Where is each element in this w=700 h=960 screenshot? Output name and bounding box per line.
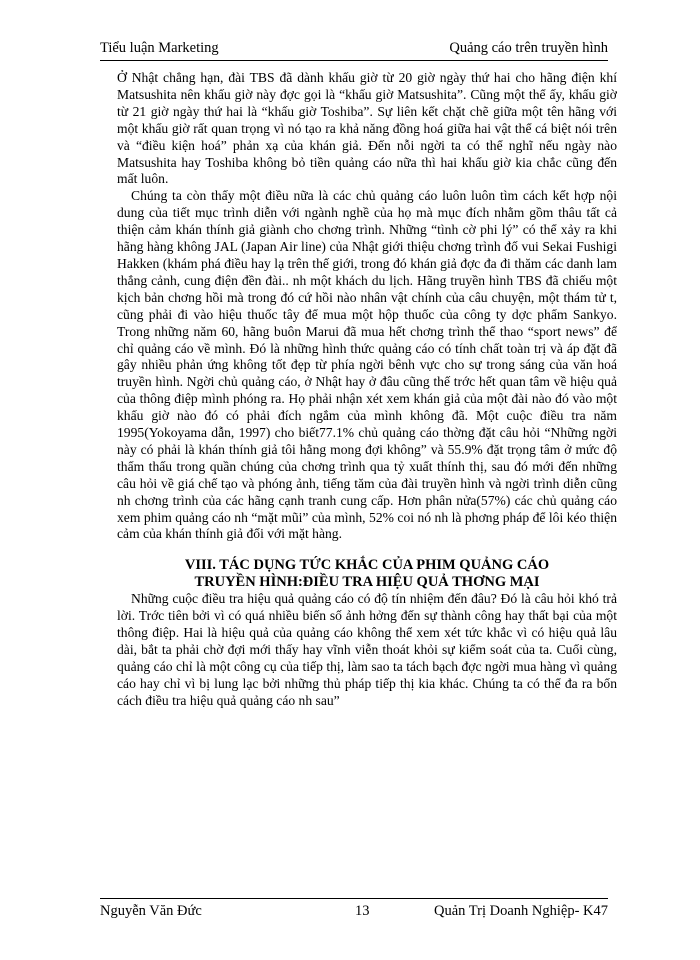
section-heading (117, 557, 617, 591)
paragraph-2: Chúng ta còn thấy một điều nữa là các chủ quảng cáo luôn luôn tìm cách kết hợp nội dung của tiết mục trình diễn với ngành nghề của họ mà mục đích nhằm gồm thâu tất cả thiện cảm khán thính giả giành cho chơng trình. Những “tình cờ phi lý” có thể xảy ra khi hãng hàng không JAL (Japan Air line) của Nhật giới thiệu chơng trình đố vui Sekai Fushigi Hakken (khám phá điều hay lạ trên thế giới, trong đó khán giả đợc đa đi thăm các danh lam thắng cảnh, cung điện đền đài.. nh một khách du lịch. Hãng truyền hình TBS đã chiếu một kịch bản chơng hồi mà trong đó cứ hồi nào nhân vật chính của câu chuyện, một thám tử t, cũng phải đi vào hiệu thuốc tây để mua một hộp thuốc của công ty dợc phẩm Sankyo. Trong những năm 60, hãng buôn Marui đã mua hết chơng trình thể thao “sport news” để chỉ quảng cáo về mình. Đó là những hình thức quảng cáo có tính chất toàn trị và áp đặt đã gây nhiều phản ứng không tốt đẹp từ phía ngời bênh vực cho sự trong sáng của văn hoá truyền hình. Ngời chủ quảng cáo, ở Nhật hay ở đâu cũng thế trớc hết quan tâm về hiệu quả của thông điệp mình phóng ra. Họ phải nhận xét xem khán giả của một đài nào đó vào một khấu giờ nào đó có phải đích ngắm của mình không đã. Một cuộc điều tra năm 1995(Yokoyama dẫn, 1997) cho biết77.1% chủ quảng cáo thờng đặt câu hỏi “Những ngời này có phải là khán thính giả tôi hằng mong đợi không” và 55.9% đặt trọng tâm ở mức độ thẩm thấu trong quần chúng của chơng trình qua tỷ xuất thính thị, sau đó mới đến những câu hỏi về giá chế tạo và phóng ảnh, tiếng tăm của đài truyền hình và ngời trình diễn cũng nh chơng trình của các hãng cạnh tranh cung cấp. Hơn phân nửa(57%) các chủ quảng cáo xem phim quảng cáo nh “mặt mũi” của mình, 52% coi nó nh là phơng pháp để lôi kéo thiện cảm của khán thính giả đối với mặt hàng. (117, 188, 617, 542)
page-number: 13 (355, 903, 370, 919)
page-header (100, 40, 608, 61)
section-heading-line-2: TRUYỀN HÌNH:ĐIỀU TRA HIỆU QUẢ THƠNG MẠI (194, 574, 540, 591)
footer-class: Quản Trị Doanh Nghiệp- K47 (434, 903, 608, 919)
document-body (117, 70, 617, 710)
page-footer (100, 898, 608, 921)
paragraph-3: Những cuộc điều tra hiệu quả quảng cáo có độ tín nhiệm đến đâu? Đó là câu hỏi khó trả lời. Trớc tiên bởi vì có quá nhiều biến số ảnh hởng đến sự thành công hay thất bại của một thông điệp. Hai là hiệu quả của quảng cáo không thể xem xét tức khắc vì có hiệu quả lâu dài, bắt ta phải chờ đợi mới thấy hay vĩnh viễn thoát khỏi sự kiểm soát của ta. Cuối cùng, quảng cáo chỉ là một công cụ của tiếp thị, làm sao ta tách bạch đợc ngời mua hàng vì quảng cáo hay chỉ vì bị lung lạc bởi những thủ pháp tiếp thị kia khác. Chúng ta có thể đa ra bốn cách điều tra hiệu quả quảng cáo nh sau” (117, 591, 617, 708)
footer-author: Nguyễn Văn Đức (100, 903, 202, 919)
paragraph-1: Ở Nhật chẳng hạn, đài TBS đã dành khấu giờ từ 20 giờ ngày thứ hai cho hãng điện khí Matsushita nên khấu giờ này đợc gọi là “khấu giờ Matsushita”. Cũng một thể ấy, khấu giờ từ 21 giờ ngày thứ hai là “khấu giờ Toshiba”. Sự liên kết chặt chẽ giữa một tên hãng với một khấu giờ rất quan trọng vì nó tạo ra khả năng đồng hoá giữa hai vật thể cá biệt nói trên và “điều kiện hoá” phản xạ của khán giả. Đến nỗi ngời ta có thể nghĩ nếu ngày nào Matsushita hay Toshiba không bỏ tiền quảng cáo nữa thì hai khấu giờ kia chắc cũng đến mất luôn. (117, 70, 617, 187)
header-left-title: Tiểu luận Marketing (100, 40, 219, 56)
header-right-title: Quảng cáo trên truyền hình (449, 40, 608, 56)
section-heading-line-1: VIII. TÁC DỤNG TỨC KHẮC CỦA PHIM QUẢNG CÁO (184, 557, 550, 574)
